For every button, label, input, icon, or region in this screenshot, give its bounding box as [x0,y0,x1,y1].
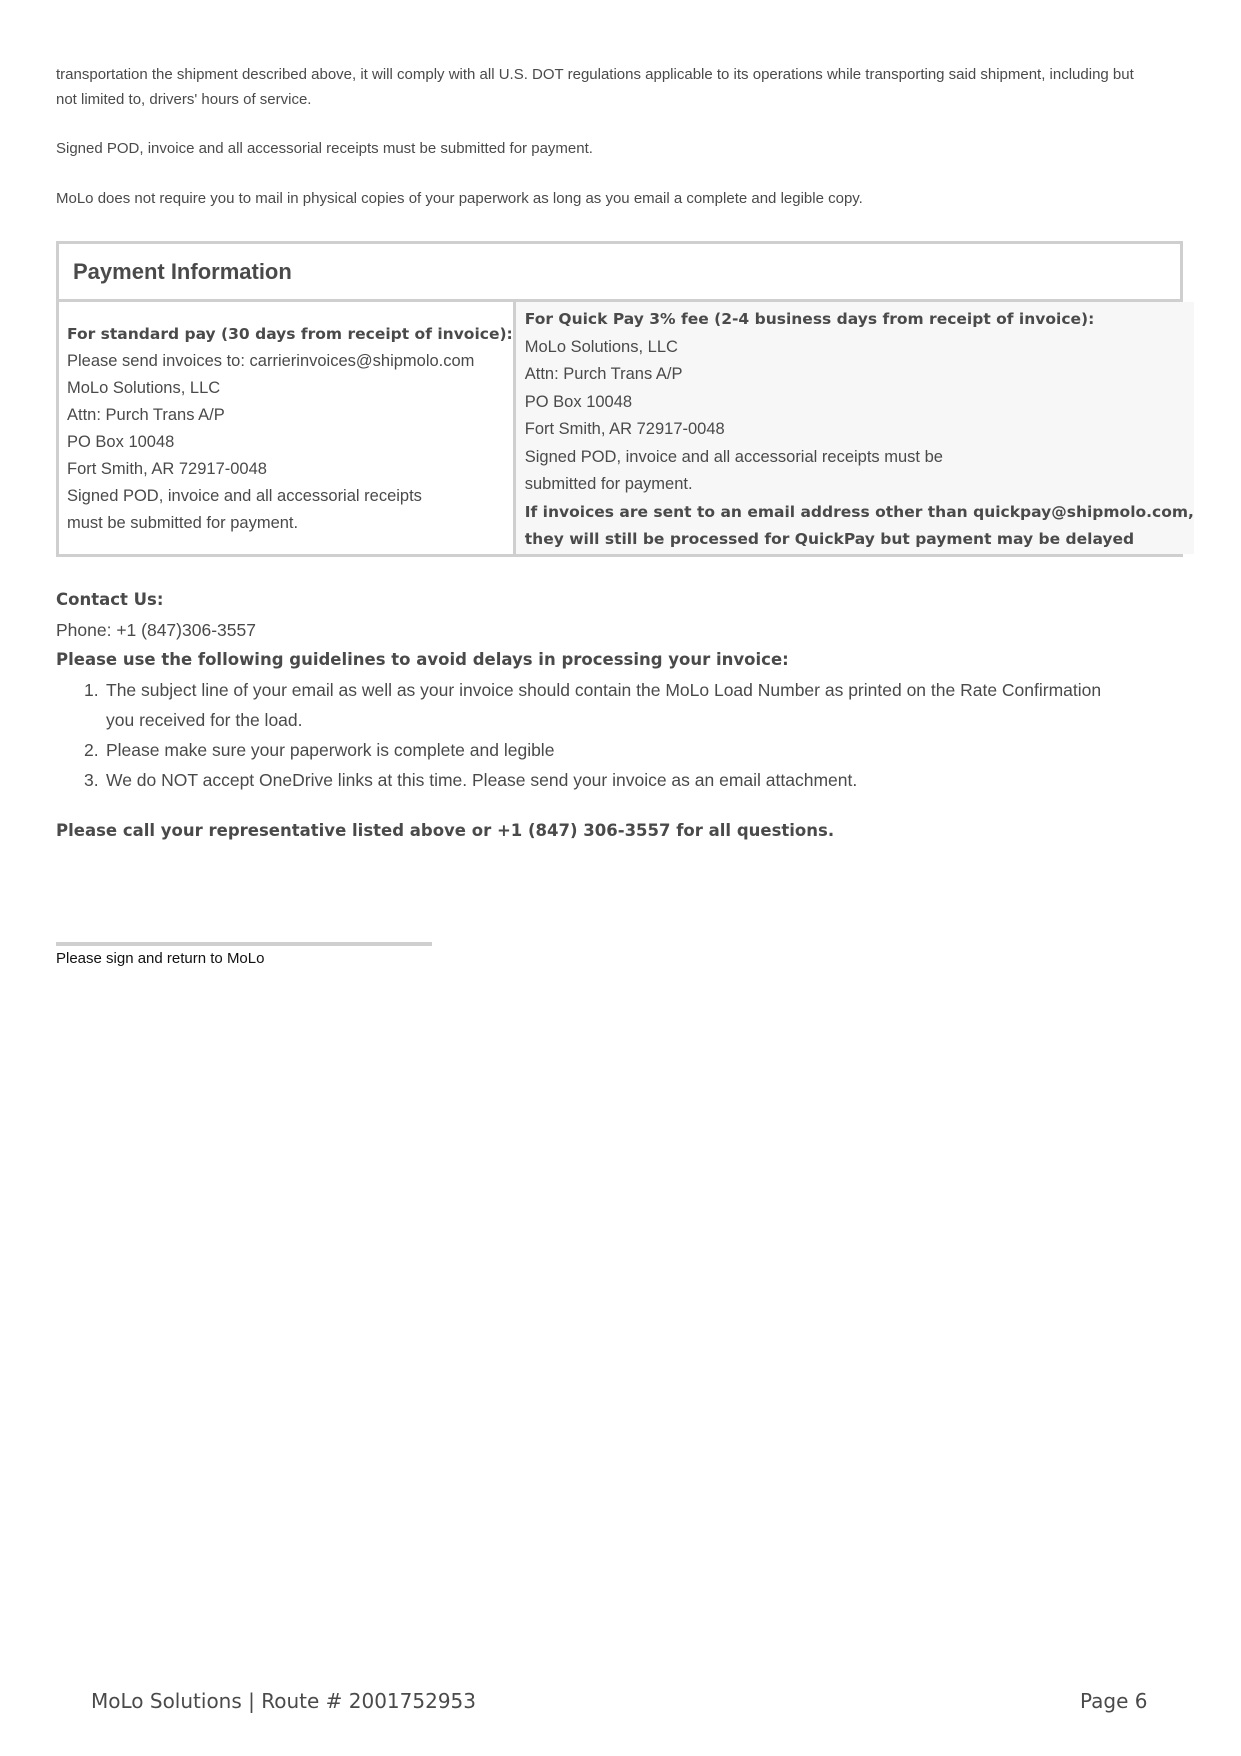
guidelines-list [56,675,1196,795]
payment-information-table [56,241,1194,557]
dot-compliance-line-2: not limited to, drivers' hours of service. [56,91,312,108]
footer-route: MoLo Solutions | Route # 2001752953 [91,1689,476,1713]
standard-pay-line: Fort Smith, AR 72917-0048 [67,460,267,478]
quick-pay-note-line-1: If invoices are sent to an email address other than quickpay@shipmolo.com, [524,502,1194,521]
paperwork-email-paragraph: MoLo does not require you to mail in physical copies of your paperwork as long as you email a complete and legible copy. [56,190,863,207]
guideline-text: Please make sure your paperwork is complete and legible [106,740,555,760]
guideline-number: 2. [84,740,99,760]
standard-pay-line: Please send invoices to: carrierinvoices@shipmolo.com [67,352,475,370]
standard-pay-line: Signed POD, invoice and all accessorial receipts [67,487,422,505]
standard-pay-line: MoLo Solutions, LLC [67,379,221,397]
quick-pay-line: Fort Smith, AR 72917-0048 [524,420,725,438]
signature-caption: Please sign and return to MoLo [56,950,265,967]
payment-information-title: Payment Information [59,244,1180,302]
guideline-item [84,765,1196,795]
contact-section [56,585,1196,795]
guideline-text: you received for the load. [106,710,303,730]
quick-pay-line: Signed POD, invoice and all accessorial receipts must be [524,447,943,466]
guideline-text: We do NOT accept OneDrive links at this time. Please send your invoice as an email attachment. [106,770,858,790]
standard-pay-heading: For standard pay (30 days from receipt of invoice): [67,325,513,343]
call-representative-note: Please call your representative listed above or +1 (847) 306-3557 for all questions. [56,821,835,840]
contact-phone: Phone: +1 (847)306-3557 [56,620,256,640]
standard-pay-line: must be submitted for payment. [67,514,299,532]
signature-line[interactable] [56,942,432,946]
quick-pay-line: submitted for payment. [524,475,693,493]
guidelines-heading: Please use the following guidelines to avoid delays in processing your invoice: [56,650,789,669]
guideline-item [84,675,1196,735]
standard-pay-column [59,302,516,554]
footer-page-number: Page 6 [1080,1689,1148,1713]
guideline-item [84,735,1196,765]
contact-heading: Contact Us: [56,590,164,609]
quick-pay-heading: For Quick Pay 3% fee (2-4 business days from receipt of invoice): [524,310,1095,328]
standard-pay-line: Attn: Purch Trans A/P [67,406,225,424]
standard-pay-line: PO Box 10048 [67,433,175,451]
quick-pay-line: MoLo Solutions, LLC [524,337,678,356]
quick-pay-column [516,302,1194,554]
dot-compliance-line-1: transportation the shipment described above, it will comply with all U.S. DOT regulations applicable to its operations while transporting said shipment, including but [56,66,1134,83]
quick-pay-line: Attn: Purch Trans A/P [524,365,683,383]
dot-compliance-paragraph [56,62,1186,112]
quick-pay-note-line-2: they will still be processed for QuickPay but payment may be delayed [524,530,1135,548]
guideline-text: The subject line of your email as well as your invoice should contain the MoLo Load Number as printed on the Rate Confirmation [106,680,1102,700]
payment-information-body [59,302,1194,554]
guideline-number: 1. [84,680,99,700]
guideline-number: 3. [84,770,99,790]
pod-requirement-paragraph: Signed POD, invoice and all accessorial receipts must be submitted for payment. [56,140,593,157]
quick-pay-line: PO Box 10048 [524,392,633,411]
